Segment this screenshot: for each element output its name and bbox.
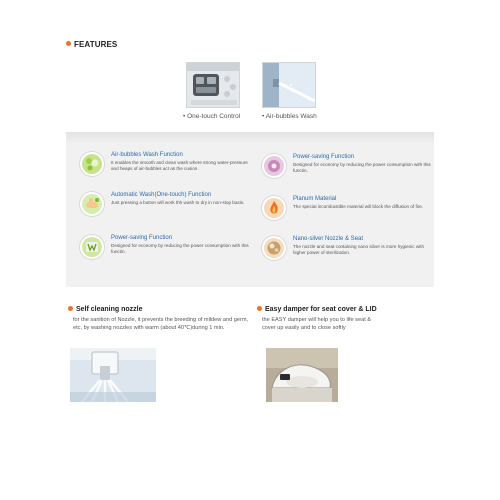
feature-item-power-saving xyxy=(262,154,437,184)
section-text-easy-damper: the EASY damper will help you to life seat & cover up easily and to close softly xyxy=(262,317,372,331)
feature-description: The nozzle and seat containing nano silver is more hygienic with higher power of sterilization. xyxy=(293,244,424,256)
bubbles-icon xyxy=(80,152,104,176)
seat-damper-photo xyxy=(266,348,338,402)
feature-item-automatic-wash xyxy=(80,192,255,222)
flame-icon xyxy=(262,196,286,220)
seat-damper-image-icon xyxy=(266,348,338,402)
feature-description: Just pressing a button will work thh wash to dry in non-stop basis. xyxy=(111,200,245,205)
panel-shading xyxy=(66,132,434,144)
feature-description: Designed for economy by reducing the power consumption with this functin. xyxy=(111,243,249,255)
section-heading-easy-damper: Easy damper for seat cover & LID xyxy=(257,306,377,313)
orange-bullet-icon xyxy=(257,306,262,311)
feature-title: Power-saving Function xyxy=(293,154,355,160)
nozzle-image-icon xyxy=(70,348,156,402)
power-saving-icon xyxy=(262,154,286,178)
one-touch-icon xyxy=(80,192,104,216)
section-heading-self-cleaning: Self cleaning nozzle xyxy=(68,306,143,313)
feature-title: Nano-silver Nozzle & Seat xyxy=(293,236,364,242)
feature-title: Power-saving Function xyxy=(111,235,173,241)
section-text-self-cleaning: for the sanition of Nozzle, it prevents the breeding of mildew and germ, etc, by washing nozzles with warm (about 40℃)during 1 min. xyxy=(73,317,249,331)
nozzle-photo xyxy=(70,348,156,402)
air-bubbles-wash-image xyxy=(262,62,316,108)
feature-title: Planum Material xyxy=(293,196,337,202)
nano-silver-icon xyxy=(262,236,286,260)
features-heading: FEATURES xyxy=(66,40,117,49)
one-touch-control-image xyxy=(186,62,240,108)
feature-description: It enables the smooth and clean wash where strong water-pressure and heaps of air-bubbles act as the cusion. xyxy=(111,160,248,172)
thumbnail-caption-air-bubbles: • Air-bubbles Wash xyxy=(262,113,317,120)
feature-item-air-bubbles xyxy=(80,152,255,182)
control-panel-icon xyxy=(187,63,240,108)
thumbnail-caption-one-touch: • One-touch Control xyxy=(183,113,241,120)
feature-title: Air-bubbles Wash Function xyxy=(111,152,183,158)
orange-bullet-icon xyxy=(66,41,71,46)
feature-description: The special incombustible material will block the diffusion of fire. xyxy=(293,204,424,209)
feature-item-nano-silver xyxy=(262,236,437,266)
air-bubble-spray-icon xyxy=(263,63,316,108)
power-save-w-icon xyxy=(80,235,104,259)
feature-description: Designed for economy by reducing the power consumption with this functin. xyxy=(293,162,431,174)
feature-panel xyxy=(66,132,434,287)
orange-bullet-icon xyxy=(68,306,73,311)
feature-title: Automatic Wash(One-touch) Function xyxy=(111,192,212,198)
feature-item-planum-material xyxy=(262,196,437,226)
feature-item-power-saving-2 xyxy=(80,235,255,265)
